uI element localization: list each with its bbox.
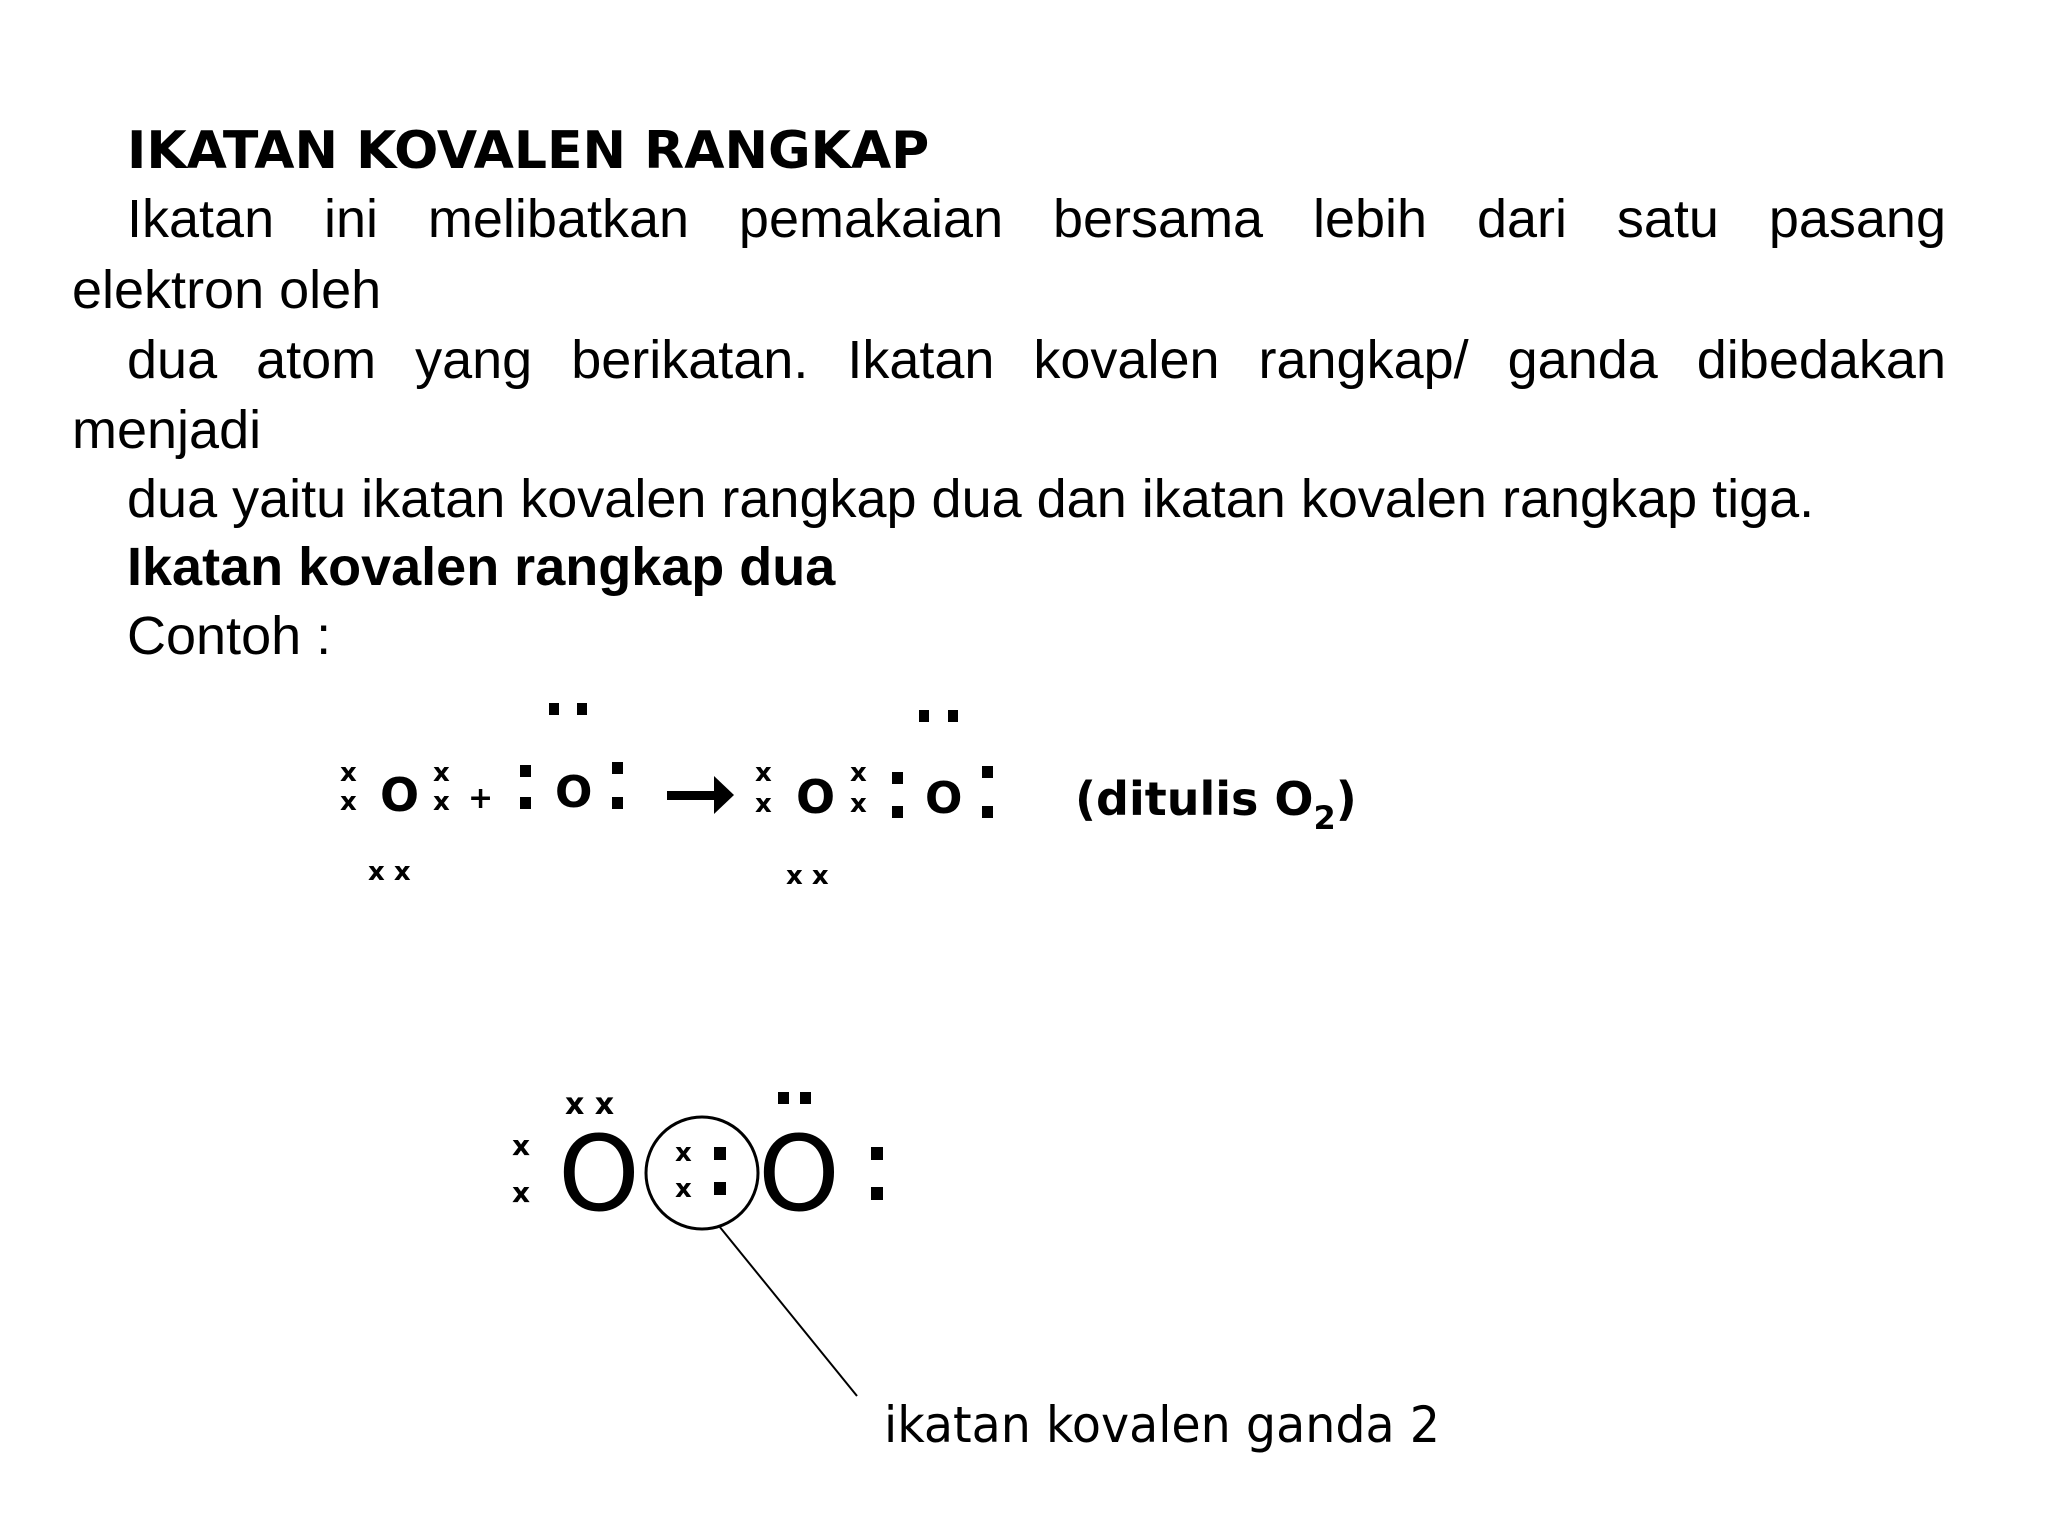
bond-dot-2 xyxy=(714,1182,726,1195)
bond-x-2: x xyxy=(675,1174,692,1204)
formula-note-suffix: ) xyxy=(1335,772,1357,826)
paragraph-line-3: dua yaitu ikatan kovalen rangkap dua dan ikatan kovalen rangkap tiga. xyxy=(127,469,1815,529)
reactant-left-x-pair-right-2: x xyxy=(433,787,450,817)
reactant-right-atom: O xyxy=(555,767,593,818)
example-label: Contoh : xyxy=(127,606,332,666)
bond-x-1: x xyxy=(675,1138,692,1168)
right-o-dot-top-1 xyxy=(778,1092,789,1104)
product-shared-x-2: x xyxy=(850,789,867,819)
right-o-dot-top-2 xyxy=(800,1092,811,1104)
paragraph-line-2: dua atom yang berikatan. Ikatan kovalen rangkap/ ganda dibedakan xyxy=(127,330,1946,390)
product-left-atom: O xyxy=(796,770,836,824)
product-shared-x-1: x xyxy=(850,758,867,788)
paragraph-line-1: Ikatan ini melibatkan pemakaian bersama lebih dari satu pasang xyxy=(127,189,1946,249)
annotation-leader-line xyxy=(719,1226,857,1396)
plus-sign: + xyxy=(468,781,494,816)
paragraph-line-2-wrap: menjadi xyxy=(72,400,262,460)
product-right-atom: O xyxy=(925,773,963,824)
left-o-x-left-2: x xyxy=(512,1176,531,1209)
right-o-dot-right-1 xyxy=(871,1147,883,1160)
bond-dot-1 xyxy=(714,1147,726,1160)
product-left-x-left: x xyxy=(755,758,772,788)
reactant-left-x-pair-right: x xyxy=(433,758,450,788)
paragraph-line-1-wrap: elektron oleh xyxy=(72,260,382,320)
reactant-left-x-pair-left: x xyxy=(340,758,357,788)
product-left-x-left-2: x xyxy=(755,789,772,819)
bond-circle xyxy=(646,1117,758,1229)
reactant-left-x-pair-left-2: x xyxy=(340,787,357,817)
heading: IKATAN KOVALEN RANGKAP xyxy=(127,121,930,181)
reactant-left-atom: O xyxy=(380,768,420,822)
formula-note-prefix: (ditulis O xyxy=(1075,772,1314,826)
left-oxygen-atom: O xyxy=(558,1113,640,1235)
right-oxygen-atom: O xyxy=(758,1113,840,1235)
right-o-dot-right-2 xyxy=(871,1187,883,1200)
subheading: Ikatan kovalen rangkap dua xyxy=(127,537,836,597)
left-o-x-left-1: x xyxy=(512,1129,531,1162)
annotation-label: ikatan kovalen ganda 2 xyxy=(884,1396,1440,1454)
reactant-left-x-pair-bottom: x x xyxy=(368,857,411,887)
left-o-x-top: x x xyxy=(565,1087,615,1122)
formula-note-subscript: 2 xyxy=(1313,799,1336,837)
product-left-x-bottom: x x xyxy=(786,861,829,891)
